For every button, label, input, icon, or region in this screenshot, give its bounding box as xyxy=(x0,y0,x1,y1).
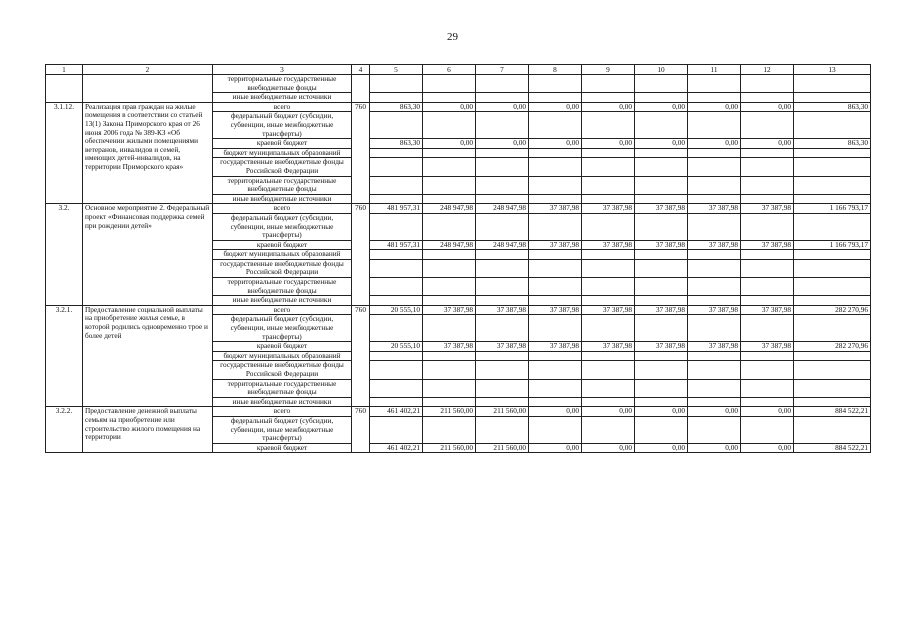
amount-cell-col-6 xyxy=(423,296,476,306)
amount-cell-col-11 xyxy=(688,148,741,158)
amount-cell-col-5 xyxy=(370,148,423,158)
amount-cell-col-8: 0,00 xyxy=(529,407,582,417)
amount-cell-col-13 xyxy=(794,278,871,296)
amount-cell-col-8: 37 387,98 xyxy=(529,204,582,214)
amount-cell-col-12 xyxy=(741,176,794,194)
amount-cell-col-13 xyxy=(794,416,871,443)
amount-cell-col-6: 37 387,98 xyxy=(423,342,476,352)
amount-cell-col-7: 248 947,98 xyxy=(476,204,529,214)
amount-cell-col-13: 863,30 xyxy=(794,102,871,112)
amount-cell-col-11 xyxy=(688,194,741,204)
amount-cell-col-11: 37 387,98 xyxy=(688,305,741,315)
amount-cell-col-7 xyxy=(476,361,529,379)
amount-cell-col-9: 0,00 xyxy=(582,443,635,453)
amount-cell-col-13 xyxy=(794,296,871,306)
amount-cell-col-6 xyxy=(423,259,476,277)
amount-cell-col-6: 0,00 xyxy=(423,139,476,149)
funding-source: всего xyxy=(213,102,352,112)
funding-source: бюджет муниципальных образований xyxy=(213,148,352,158)
amount-cell-col-9 xyxy=(582,194,635,204)
amount-cell-col-8 xyxy=(529,158,582,176)
amount-cell-col-8 xyxy=(529,361,582,379)
amount-cell-col-9 xyxy=(582,315,635,342)
amount-cell-col-8 xyxy=(529,148,582,158)
amount-cell-col-12 xyxy=(741,194,794,204)
amount-cell-col-12 xyxy=(741,361,794,379)
amount-cell-col-13 xyxy=(794,213,871,240)
amount-cell-col-5 xyxy=(370,278,423,296)
amount-cell-col-10 xyxy=(635,379,688,397)
funding-source: всего xyxy=(213,407,352,417)
funding-source: бюджет муниципальных образований xyxy=(213,250,352,260)
amount-cell-col-8: 37 387,98 xyxy=(529,305,582,315)
amount-cell-col-5: 461 402,21 xyxy=(370,443,423,453)
amount-cell-col-7 xyxy=(476,278,529,296)
amount-cell-col-12 xyxy=(741,379,794,397)
funding-source: территориальные государственные внебюджетные фонды xyxy=(213,176,352,194)
amount-cell-col-11 xyxy=(688,351,741,361)
amount-cell-col-8 xyxy=(529,296,582,306)
amount-cell-col-6: 248 947,98 xyxy=(423,204,476,214)
amount-cell-col-13: 282 270,96 xyxy=(794,342,871,352)
amount-cell-col-8 xyxy=(529,416,582,443)
amount-cell-col-9 xyxy=(582,259,635,277)
amount-cell-col-7 xyxy=(476,259,529,277)
amount-cell-col-13: 884 522,21 xyxy=(794,407,871,417)
amount-cell-col-7 xyxy=(476,379,529,397)
amount-cell-col-10: 0,00 xyxy=(635,407,688,417)
amount-cell-col-11: 0,00 xyxy=(688,407,741,417)
amount-cell-col-5: 20 555,10 xyxy=(370,305,423,315)
header-col-5: 5 xyxy=(370,65,423,75)
amount-cell-col-11: 37 387,98 xyxy=(688,342,741,352)
funding-source: государственные внебюджетные фонды Российской Федерации xyxy=(213,158,352,176)
amount-cell-col-9 xyxy=(582,351,635,361)
header-col-7: 7 xyxy=(476,65,529,75)
funding-source: всего xyxy=(213,305,352,315)
amount-cell-col-9 xyxy=(582,176,635,194)
amount-cell-col-9 xyxy=(582,112,635,139)
amount-cell-col-10 xyxy=(635,351,688,361)
header-col-10: 10 xyxy=(635,65,688,75)
measure-code xyxy=(46,75,83,103)
amount-cell-col-5 xyxy=(370,416,423,443)
amount-cell-col-9: 37 387,98 xyxy=(582,305,635,315)
amount-cell-col-7 xyxy=(476,351,529,361)
amount-cell-col-7: 0,00 xyxy=(476,139,529,149)
amount-cell-col-12 xyxy=(741,416,794,443)
amount-cell-col-12: 37 387,98 xyxy=(741,204,794,214)
amount-cell-col-8 xyxy=(529,194,582,204)
amount-cell-col-9 xyxy=(582,75,635,93)
amount-cell-col-5: 481 957,31 xyxy=(370,204,423,214)
amount-cell-col-11 xyxy=(688,296,741,306)
amount-cell-col-5: 461 402,21 xyxy=(370,407,423,417)
amount-cell-col-9 xyxy=(582,213,635,240)
amount-cell-col-9 xyxy=(582,361,635,379)
amount-cell-col-10 xyxy=(635,194,688,204)
amount-cell-col-13 xyxy=(794,176,871,194)
amount-cell-col-6 xyxy=(423,278,476,296)
amount-cell-col-7 xyxy=(476,213,529,240)
amount-cell-col-8 xyxy=(529,351,582,361)
amount-cell-col-6 xyxy=(423,213,476,240)
amount-cell-col-8 xyxy=(529,397,582,407)
amount-cell-col-7 xyxy=(476,397,529,407)
amount-cell-col-9 xyxy=(582,296,635,306)
amount-cell-col-11 xyxy=(688,250,741,260)
table-row xyxy=(46,407,871,417)
amount-cell-col-5 xyxy=(370,397,423,407)
amount-cell-col-8 xyxy=(529,75,582,93)
amount-cell-col-11: 0,00 xyxy=(688,443,741,453)
amount-cell-col-6 xyxy=(423,112,476,139)
amount-cell-col-13 xyxy=(794,148,871,158)
amount-cell-col-12: 37 387,98 xyxy=(741,342,794,352)
amount-cell-col-5 xyxy=(370,176,423,194)
amount-cell-col-10: 37 387,98 xyxy=(635,342,688,352)
amount-cell-col-11 xyxy=(688,379,741,397)
amount-cell-col-7: 0,00 xyxy=(476,102,529,112)
amount-cell-col-7: 37 387,98 xyxy=(476,305,529,315)
amount-cell-col-11 xyxy=(688,397,741,407)
funding-source: иные внебюджетные источники xyxy=(213,93,352,103)
budget-table-container xyxy=(45,64,870,453)
amount-cell-col-13 xyxy=(794,397,871,407)
amount-cell-col-11: 37 387,98 xyxy=(688,240,741,250)
measure-name xyxy=(83,75,213,103)
table-row xyxy=(46,204,871,214)
measure-code: 3.1.12. xyxy=(46,102,83,204)
amount-cell-col-13 xyxy=(794,112,871,139)
amount-cell-col-12 xyxy=(741,259,794,277)
amount-cell-col-10 xyxy=(635,259,688,277)
amount-cell-col-7 xyxy=(476,176,529,194)
amount-cell-col-5 xyxy=(370,194,423,204)
amount-cell-col-13 xyxy=(794,93,871,103)
funding-source: федеральный бюджет (субсидии, субвенции, иные межбюджетные трансферты) xyxy=(213,315,352,342)
amount-cell-col-13 xyxy=(794,351,871,361)
amount-cell-col-6: 211 560,00 xyxy=(423,443,476,453)
amount-cell-col-12: 0,00 xyxy=(741,102,794,112)
funding-source: иные внебюджетные источники xyxy=(213,296,352,306)
amount-cell-col-7 xyxy=(476,75,529,93)
amount-cell-col-6 xyxy=(423,194,476,204)
amount-cell-col-12 xyxy=(741,93,794,103)
funding-source: бюджет муниципальных образований xyxy=(213,351,352,361)
amount-cell-col-5: 481 957,31 xyxy=(370,240,423,250)
amount-cell-col-10: 37 387,98 xyxy=(635,240,688,250)
amount-cell-col-6 xyxy=(423,75,476,93)
amount-cell-col-13 xyxy=(794,259,871,277)
amount-cell-col-5 xyxy=(370,93,423,103)
amount-cell-col-12: 0,00 xyxy=(741,139,794,149)
amount-cell-col-11 xyxy=(688,112,741,139)
amount-cell-col-10 xyxy=(635,112,688,139)
amount-cell-col-8 xyxy=(529,259,582,277)
measure-name: Основное мероприятие 2. Федеральный проект «Финансовая поддержка семей при рождении детей» xyxy=(83,204,213,306)
amount-cell-col-7: 211 560,00 xyxy=(476,443,529,453)
amount-cell-col-12 xyxy=(741,315,794,342)
amount-cell-col-10 xyxy=(635,315,688,342)
amount-cell-col-9 xyxy=(582,379,635,397)
header-col-6: 6 xyxy=(423,65,476,75)
amount-cell-col-6: 211 560,00 xyxy=(423,407,476,417)
funding-source: краевой бюджет xyxy=(213,342,352,352)
amount-cell-col-8 xyxy=(529,278,582,296)
amount-cell-col-10 xyxy=(635,361,688,379)
amount-cell-col-9 xyxy=(582,397,635,407)
amount-cell-col-11 xyxy=(688,259,741,277)
amount-cell-col-5 xyxy=(370,259,423,277)
amount-cell-col-13: 1 166 793,17 xyxy=(794,204,871,214)
amount-cell-col-5 xyxy=(370,213,423,240)
amount-cell-col-12 xyxy=(741,158,794,176)
amount-cell-col-8 xyxy=(529,379,582,397)
measure-code: 3.2.2. xyxy=(46,407,83,453)
amount-cell-col-8: 0,00 xyxy=(529,443,582,453)
amount-cell-col-5 xyxy=(370,315,423,342)
amount-cell-col-6 xyxy=(423,416,476,443)
amount-cell-col-13 xyxy=(794,158,871,176)
amount-cell-col-7: 211 560,00 xyxy=(476,407,529,417)
amount-cell-col-6: 37 387,98 xyxy=(423,305,476,315)
amount-cell-col-5 xyxy=(370,379,423,397)
amount-cell-col-6 xyxy=(423,379,476,397)
measure-code: 3.2. xyxy=(46,204,83,306)
amount-cell-col-8: 0,00 xyxy=(529,139,582,149)
amount-cell-col-13 xyxy=(794,75,871,93)
amount-cell-col-9: 37 387,98 xyxy=(582,342,635,352)
amount-cell-col-5: 863,30 xyxy=(370,139,423,149)
amount-cell-col-6: 0,00 xyxy=(423,102,476,112)
amount-cell-col-10: 0,00 xyxy=(635,102,688,112)
amount-cell-col-7 xyxy=(476,315,529,342)
amount-cell-col-13 xyxy=(794,379,871,397)
amount-cell-col-8 xyxy=(529,176,582,194)
amount-cell-col-9 xyxy=(582,93,635,103)
amount-cell-col-12 xyxy=(741,278,794,296)
header-col-12: 12 xyxy=(741,65,794,75)
amount-cell-col-10: 0,00 xyxy=(635,443,688,453)
amount-cell-col-13 xyxy=(794,361,871,379)
budget-table xyxy=(45,64,871,453)
amount-cell-col-5 xyxy=(370,250,423,260)
amount-cell-col-6 xyxy=(423,148,476,158)
amount-cell-col-8 xyxy=(529,93,582,103)
amount-cell-col-9 xyxy=(582,158,635,176)
table-row xyxy=(46,75,871,93)
measure-name: Реализация прав граждан на жилые помещения в соответствии со статьей 13(1) Закона Приморского края от 26 июня 2006 года № 389-КЗ «Об обеспечении жилыми помещениями ветеранов, инвалидов и семей, имеющих детей-инвалидов, на территории Приморского края» xyxy=(83,102,213,204)
amount-cell-col-11 xyxy=(688,93,741,103)
amount-cell-col-6 xyxy=(423,250,476,260)
funding-source: федеральный бюджет (субсидии, субвенции, иные межбюджетные трансферты) xyxy=(213,112,352,139)
amount-cell-col-6 xyxy=(423,397,476,407)
amount-cell-col-6 xyxy=(423,361,476,379)
header-col-8: 8 xyxy=(529,65,582,75)
amount-cell-col-9: 37 387,98 xyxy=(582,240,635,250)
amount-cell-col-10 xyxy=(635,250,688,260)
amount-cell-col-11: 37 387,98 xyxy=(688,204,741,214)
header-col-13: 13 xyxy=(794,65,871,75)
amount-cell-col-12 xyxy=(741,250,794,260)
amount-cell-col-5 xyxy=(370,158,423,176)
amount-cell-col-7 xyxy=(476,416,529,443)
amount-cell-col-5 xyxy=(370,75,423,93)
amount-cell-col-10: 0,00 xyxy=(635,139,688,149)
amount-cell-col-12 xyxy=(741,213,794,240)
amount-cell-col-12 xyxy=(741,75,794,93)
funding-source: государственные внебюджетные фонды Российской Федерации xyxy=(213,361,352,379)
amount-cell-col-10: 37 387,98 xyxy=(635,204,688,214)
amount-cell-col-11: 0,00 xyxy=(688,139,741,149)
amount-cell-col-8: 37 387,98 xyxy=(529,240,582,250)
amount-cell-col-5 xyxy=(370,112,423,139)
amount-cell-col-12 xyxy=(741,397,794,407)
header-col-1: 1 xyxy=(46,65,83,75)
amount-cell-col-7 xyxy=(476,112,529,139)
amount-cell-col-13 xyxy=(794,250,871,260)
funding-source: краевой бюджет xyxy=(213,139,352,149)
amount-cell-col-6 xyxy=(423,351,476,361)
amount-cell-col-12 xyxy=(741,296,794,306)
amount-cell-col-12: 37 387,98 xyxy=(741,305,794,315)
amount-cell-col-6: 248 947,98 xyxy=(423,240,476,250)
amount-cell-col-12 xyxy=(741,148,794,158)
header-col-3: 3 xyxy=(213,65,352,75)
funding-source: государственные внебюджетные фонды Российской Федерации xyxy=(213,259,352,277)
amount-cell-col-12 xyxy=(741,351,794,361)
amount-cell-col-11 xyxy=(688,176,741,194)
funding-source: территориальные государственные внебюджетные фонды xyxy=(213,379,352,397)
amount-cell-col-8: 0,00 xyxy=(529,102,582,112)
budget-code: 760 xyxy=(352,204,370,306)
amount-cell-col-10 xyxy=(635,397,688,407)
amount-cell-col-10 xyxy=(635,158,688,176)
amount-cell-col-8 xyxy=(529,112,582,139)
amount-cell-col-10 xyxy=(635,176,688,194)
amount-cell-col-9 xyxy=(582,250,635,260)
amount-cell-col-8 xyxy=(529,250,582,260)
header-col-9: 9 xyxy=(582,65,635,75)
amount-cell-col-5: 20 555,10 xyxy=(370,342,423,352)
header-col-4: 4 xyxy=(352,65,370,75)
amount-cell-col-9: 37 387,98 xyxy=(582,204,635,214)
amount-cell-col-13: 282 270,96 xyxy=(794,305,871,315)
funding-source: территориальные государственные внебюджетные фонды xyxy=(213,75,352,93)
amount-cell-col-8 xyxy=(529,213,582,240)
amount-cell-col-10 xyxy=(635,93,688,103)
amount-cell-col-7 xyxy=(476,93,529,103)
amount-cell-col-13: 863,30 xyxy=(794,139,871,149)
amount-cell-col-6 xyxy=(423,315,476,342)
funding-source: всего xyxy=(213,204,352,214)
amount-cell-col-6 xyxy=(423,93,476,103)
amount-cell-col-12: 37 387,98 xyxy=(741,240,794,250)
amount-cell-col-11 xyxy=(688,75,741,93)
amount-cell-col-13 xyxy=(794,194,871,204)
amount-cell-col-5 xyxy=(370,351,423,361)
amount-cell-col-10 xyxy=(635,278,688,296)
amount-cell-col-10 xyxy=(635,213,688,240)
measure-name: Предоставление социальной выплаты на приобретение жилья семье, в которой родились одновременно трое и более детей xyxy=(83,305,213,407)
table-header-row xyxy=(46,65,871,75)
amount-cell-col-9: 0,00 xyxy=(582,407,635,417)
amount-cell-col-10: 37 387,98 xyxy=(635,305,688,315)
amount-cell-col-6 xyxy=(423,176,476,194)
amount-cell-col-7: 37 387,98 xyxy=(476,342,529,352)
amount-cell-col-7 xyxy=(476,158,529,176)
amount-cell-col-11 xyxy=(688,315,741,342)
amount-cell-col-5: 863,30 xyxy=(370,102,423,112)
amount-cell-col-6 xyxy=(423,158,476,176)
budget-code xyxy=(352,75,370,103)
amount-cell-col-11 xyxy=(688,278,741,296)
amount-cell-col-5 xyxy=(370,361,423,379)
funding-source: краевой бюджет xyxy=(213,443,352,453)
amount-cell-col-8: 37 387,98 xyxy=(529,342,582,352)
amount-cell-col-9 xyxy=(582,278,635,296)
table-row xyxy=(46,102,871,112)
funding-source: федеральный бюджет (субсидии, субвенции, иные межбюджетные трансферты) xyxy=(213,213,352,240)
amount-cell-col-7 xyxy=(476,296,529,306)
amount-cell-col-12 xyxy=(741,112,794,139)
budget-code: 760 xyxy=(352,407,370,453)
amount-cell-col-13 xyxy=(794,315,871,342)
page-number: 29 xyxy=(447,31,458,43)
amount-cell-col-10 xyxy=(635,148,688,158)
measure-code: 3.2.1. xyxy=(46,305,83,407)
funding-source: краевой бюджет xyxy=(213,240,352,250)
budget-code: 760 xyxy=(352,305,370,407)
header-col-11: 11 xyxy=(688,65,741,75)
amount-cell-col-12: 0,00 xyxy=(741,443,794,453)
amount-cell-col-11 xyxy=(688,213,741,240)
budget-code: 760 xyxy=(352,102,370,204)
amount-cell-col-10 xyxy=(635,75,688,93)
amount-cell-col-12: 0,00 xyxy=(741,407,794,417)
measure-name: Предоставление денежной выплаты семьям на приобретение или строительство жилого помещения на территории xyxy=(83,407,213,453)
amount-cell-col-10 xyxy=(635,296,688,306)
amount-cell-col-13: 1 166 793,17 xyxy=(794,240,871,250)
funding-source: иные внебюджетные источники xyxy=(213,397,352,407)
amount-cell-col-11 xyxy=(688,416,741,443)
amount-cell-col-13: 884 522,21 xyxy=(794,443,871,453)
funding-source: иные внебюджетные источники xyxy=(213,194,352,204)
amount-cell-col-11 xyxy=(688,361,741,379)
amount-cell-col-7 xyxy=(476,194,529,204)
amount-cell-col-9 xyxy=(582,148,635,158)
amount-cell-col-7 xyxy=(476,250,529,260)
amount-cell-col-9: 0,00 xyxy=(582,102,635,112)
amount-cell-col-10 xyxy=(635,416,688,443)
amount-cell-col-9 xyxy=(582,416,635,443)
amount-cell-col-11: 0,00 xyxy=(688,102,741,112)
header-col-2: 2 xyxy=(83,65,213,75)
funding-source: территориальные государственные внебюджетные фонды xyxy=(213,278,352,296)
amount-cell-col-5 xyxy=(370,296,423,306)
funding-source: федеральный бюджет (субсидии, субвенции, иные межбюджетные трансферты) xyxy=(213,416,352,443)
amount-cell-col-11 xyxy=(688,158,741,176)
amount-cell-col-8 xyxy=(529,315,582,342)
amount-cell-col-7 xyxy=(476,148,529,158)
amount-cell-col-9: 0,00 xyxy=(582,139,635,149)
amount-cell-col-7: 248 947,98 xyxy=(476,240,529,250)
table-row xyxy=(46,305,871,315)
